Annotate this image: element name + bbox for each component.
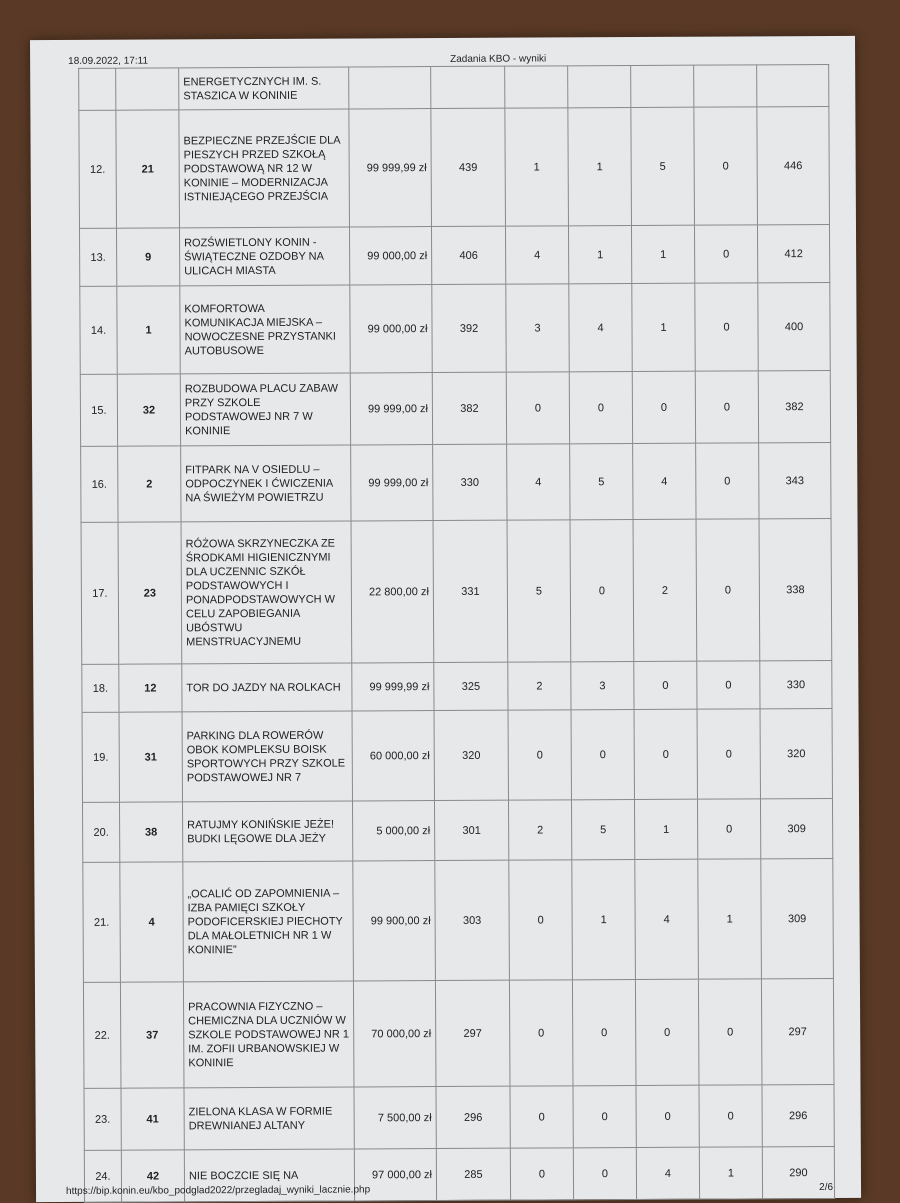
document-page: [30, 36, 861, 1202]
votes-col-2: 0: [509, 860, 573, 980]
project-number: 4: [120, 862, 184, 982]
document-title: Zadania KBO - wyniki: [450, 53, 547, 65]
project-title: RÓŻOWA SKRZYNECZKA ZE ŚRODKAMI HIGIENICZNYMI DLA UCZENNIC SZKÓŁ PODSTAWOWYCH I PONADPODSTAWOWYCH W CELU ZAPOBIEGANIA UBÓSTWU MENSTRUACYJNEMU: [181, 521, 352, 664]
project-amount: 5 000,00 zł: [352, 801, 434, 861]
votes-col-3: 5: [571, 800, 634, 860]
table-row: [83, 858, 834, 982]
project-number: 31: [119, 712, 182, 802]
project-amount: 99 999,99 zł: [349, 109, 432, 227]
project-title: BEZPIECZNE PRZEJŚCIE DLA PIESZYCH PRZED SZKOŁĄ PODSTAWOWĄ NR 12 W KONINIE – MODERNIZACJA ISTNIEJĄCEGO PRZEJŚCIA: [179, 109, 350, 228]
project-title: PRACOWNIA FIZYCZNO – CHEMICZNA DLA UCZNIÓW W SZKOLE PODSTAWOWEJ NR 1 IM. ZOFII URBANOWSKIEJ W KONINIE: [183, 981, 354, 1088]
votes-col-5: 1: [698, 859, 762, 979]
votes-total: 338: [759, 518, 832, 660]
project-number: 42: [121, 1150, 184, 1202]
votes-col-4: 0: [632, 371, 695, 443]
project-number: 9: [116, 228, 179, 286]
votes-col-2: 0: [510, 1148, 573, 1200]
votes-col-2: 4: [505, 226, 568, 284]
votes-col-2: 2: [508, 662, 571, 710]
votes-col-2: 4: [507, 444, 570, 520]
votes-col-4: [631, 65, 694, 107]
project-number: 38: [119, 802, 182, 862]
votes-col-1: 285: [436, 1148, 510, 1200]
project-number: 1: [117, 286, 180, 374]
votes-total: 330: [760, 660, 832, 708]
row-position: 16.: [81, 446, 118, 522]
project-amount: 99 000,00 zł: [349, 227, 431, 285]
votes-col-2: 2: [508, 800, 571, 860]
project-title: „OCALIĆ OD ZAPOMNIENIA – IZBA PAMIĘCI SZKOŁY PODOFICERSKIEJ PIECHOTY DLA MAŁOLETNICH NR 1 W KONINIE”: [183, 861, 354, 982]
table-row: [81, 442, 831, 522]
votes-col-4: 0: [634, 709, 697, 799]
votes-col-3: 4: [569, 284, 632, 372]
votes-col-4: 1: [631, 225, 694, 283]
votes-col-1: 392: [432, 284, 506, 372]
project-amount: 99 999,99 zł: [352, 663, 434, 711]
votes-col-1: 296: [436, 1086, 510, 1148]
row-position: 24.: [84, 1150, 121, 1202]
row-position: [79, 68, 116, 110]
votes-col-2: 3: [506, 284, 569, 372]
votes-col-1: [431, 66, 505, 108]
votes-total: 309: [760, 798, 832, 858]
votes-total: 400: [758, 282, 830, 370]
row-position: 17.: [81, 522, 119, 664]
project-number: 32: [117, 374, 180, 446]
votes-col-3: [568, 66, 631, 108]
table-row: [82, 708, 832, 802]
table-row: [82, 660, 832, 712]
print-datetime: 18.09.2022, 17:11: [68, 55, 149, 67]
votes-col-5: [694, 65, 757, 107]
votes-col-4: 0: [636, 1085, 699, 1147]
project-amount: 99 900,00 zł: [353, 861, 436, 981]
project-title: FITPARK NA V OSIEDLU – ODPOCZYNEK I ĆWICZENIA NA ŚWIEŻYM POWIETRZU: [181, 445, 351, 522]
votes-col-4: 4: [635, 859, 699, 979]
votes-col-3: 3: [571, 662, 634, 710]
votes-col-3: 0: [570, 520, 634, 662]
votes-col-4: 2: [633, 519, 697, 661]
table-row: [79, 224, 829, 286]
project-amount: 97 000,00 zł: [354, 1149, 436, 1201]
project-number: 21: [116, 110, 180, 228]
project-amount: 60 000,00 zł: [352, 711, 434, 801]
project-amount: 22 800,00 zł: [351, 521, 434, 663]
table-row: [80, 282, 830, 374]
votes-col-2: 0: [508, 710, 571, 800]
votes-col-5: 0: [699, 1085, 762, 1147]
votes-col-3: 0: [573, 1148, 636, 1200]
project-amount: 99 999,00 zł: [351, 445, 433, 521]
project-title: ENERGETYCZNYCH IM. S. STASZICA W KONINIE: [179, 67, 349, 110]
project-number: [116, 68, 179, 110]
row-position: 15.: [80, 374, 117, 446]
project-number: 23: [118, 522, 182, 664]
table-row: [80, 370, 830, 446]
project-title: TOR DO JAZDY NA ROLKACH: [182, 663, 352, 712]
votes-col-5: 0: [694, 225, 757, 283]
votes-col-1: 382: [432, 372, 506, 444]
votes-total: 343: [759, 442, 831, 518]
votes-col-1: 406: [431, 226, 505, 284]
row-position: 20.: [82, 802, 119, 862]
project-amount: 7 500,00 zł: [354, 1087, 436, 1149]
votes-col-2: 5: [507, 520, 571, 662]
votes-col-5: 0: [696, 443, 759, 519]
page-number: 2/6: [819, 1181, 834, 1194]
table-row: [83, 978, 834, 1088]
votes-col-2: [505, 66, 568, 108]
votes-col-5: 0: [698, 979, 762, 1085]
votes-col-3: 5: [570, 444, 633, 520]
row-position: 19.: [82, 712, 119, 802]
project-number: 12: [119, 664, 182, 712]
votes-col-3: 0: [569, 372, 632, 444]
row-position: 14.: [80, 286, 117, 374]
votes-total: 412: [757, 224, 829, 282]
votes-col-4: 5: [631, 107, 695, 225]
votes-col-1: 331: [433, 520, 508, 662]
project-title: KOMFORTOWA KOMUNIKACJA MIEJSKA – NOWOCZESNE PRZYSTANKI AUTOBUSOWE: [180, 285, 350, 374]
results-table: [78, 64, 835, 1203]
votes-col-3: 1: [568, 226, 631, 284]
votes-col-4: 1: [632, 283, 695, 371]
votes-col-4: 1: [634, 799, 697, 859]
votes-total: 297: [761, 978, 834, 1084]
row-position: 23.: [84, 1088, 121, 1150]
row-position: 13.: [79, 228, 116, 286]
votes-col-2: 0: [506, 372, 569, 444]
project-title: ZIELONA KLASA W FORMIE DREWNIANEJ ALTANY: [184, 1087, 354, 1150]
votes-col-1: 301: [434, 800, 508, 860]
votes-col-3: 0: [573, 1086, 636, 1148]
votes-total: 309: [761, 858, 834, 978]
votes-col-2: 0: [510, 1086, 573, 1148]
results-table-body: [79, 64, 835, 1202]
votes-col-3: 1: [572, 860, 636, 980]
table-row: [79, 64, 829, 110]
votes-col-1: 303: [435, 860, 510, 980]
table-row: [81, 518, 832, 664]
project-title: ROZBUDOWA PLACU ZABAW PRZY SZKOLE PODSTAWOWEJ NR 7 W KONINIE: [180, 373, 350, 446]
votes-col-5: 0: [694, 107, 758, 225]
row-position: 12.: [79, 110, 117, 228]
row-position: 18.: [82, 664, 119, 712]
votes-col-4: 4: [633, 443, 696, 519]
project-number: 37: [120, 982, 184, 1088]
votes-col-5: 0: [697, 661, 760, 709]
votes-total: 382: [758, 370, 830, 442]
votes-col-4: 0: [634, 661, 697, 709]
votes-col-5: 0: [697, 709, 760, 799]
votes-col-5: 1: [699, 1147, 762, 1199]
project-amount: 99 000,00 zł: [350, 285, 432, 373]
table-row: [79, 106, 830, 228]
row-position: 22.: [83, 982, 121, 1088]
votes-col-1: 320: [434, 710, 508, 800]
votes-col-1: 330: [433, 444, 507, 520]
votes-col-2: 0: [509, 980, 573, 1086]
votes-col-4: 4: [636, 1147, 699, 1199]
votes-col-1: 325: [434, 662, 508, 710]
project-amount: 70 000,00 zł: [353, 981, 436, 1087]
votes-col-2: 1: [505, 108, 569, 226]
votes-col-5: 0: [696, 519, 760, 661]
votes-col-3: 1: [568, 108, 632, 226]
votes-total: 446: [757, 106, 830, 224]
votes-total: [757, 64, 829, 106]
row-position: 21.: [83, 862, 121, 982]
votes-col-3: 0: [572, 980, 636, 1086]
votes-total: 320: [760, 708, 832, 798]
table-row: [82, 798, 832, 862]
project-title: ROZŚWIETLONY KONIN - ŚWIĄTECZNE OZDOBY NA ULICACH MIASTA: [179, 227, 349, 286]
votes-total: 290: [762, 1146, 834, 1198]
votes-total: 296: [762, 1084, 834, 1146]
votes-col-1: 297: [435, 980, 510, 1086]
table-row: [84, 1084, 834, 1150]
project-title: NIE BOCZCIE SIĘ NA: [184, 1149, 354, 1202]
project-title: RATUJMY KONIŃSKIE JEŻE! BUDKI LĘGOWE DLA JEŻY: [182, 801, 352, 862]
project-number: 41: [121, 1088, 184, 1150]
votes-col-5: 0: [695, 283, 758, 371]
project-amount: 99 999,00 zł: [350, 373, 432, 445]
votes-col-4: 0: [635, 979, 699, 1085]
project-number: 2: [118, 446, 181, 522]
project-title: PARKING DLA ROWERÓW OBOK KOMPLEKSU BOISK SPORTOWYCH PRZY SZKOLE PODSTAWOWEJ NR 7: [182, 711, 352, 802]
votes-col-5: 0: [695, 371, 758, 443]
project-amount: [349, 67, 431, 109]
votes-col-5: 0: [697, 799, 760, 859]
page-url: https://bip.konin.eu/kbo_podglad2022/przegladaj_wyniki_lacznie.php: [66, 1184, 371, 1197]
votes-col-1: 439: [431, 108, 506, 226]
votes-col-3: 0: [571, 710, 634, 800]
